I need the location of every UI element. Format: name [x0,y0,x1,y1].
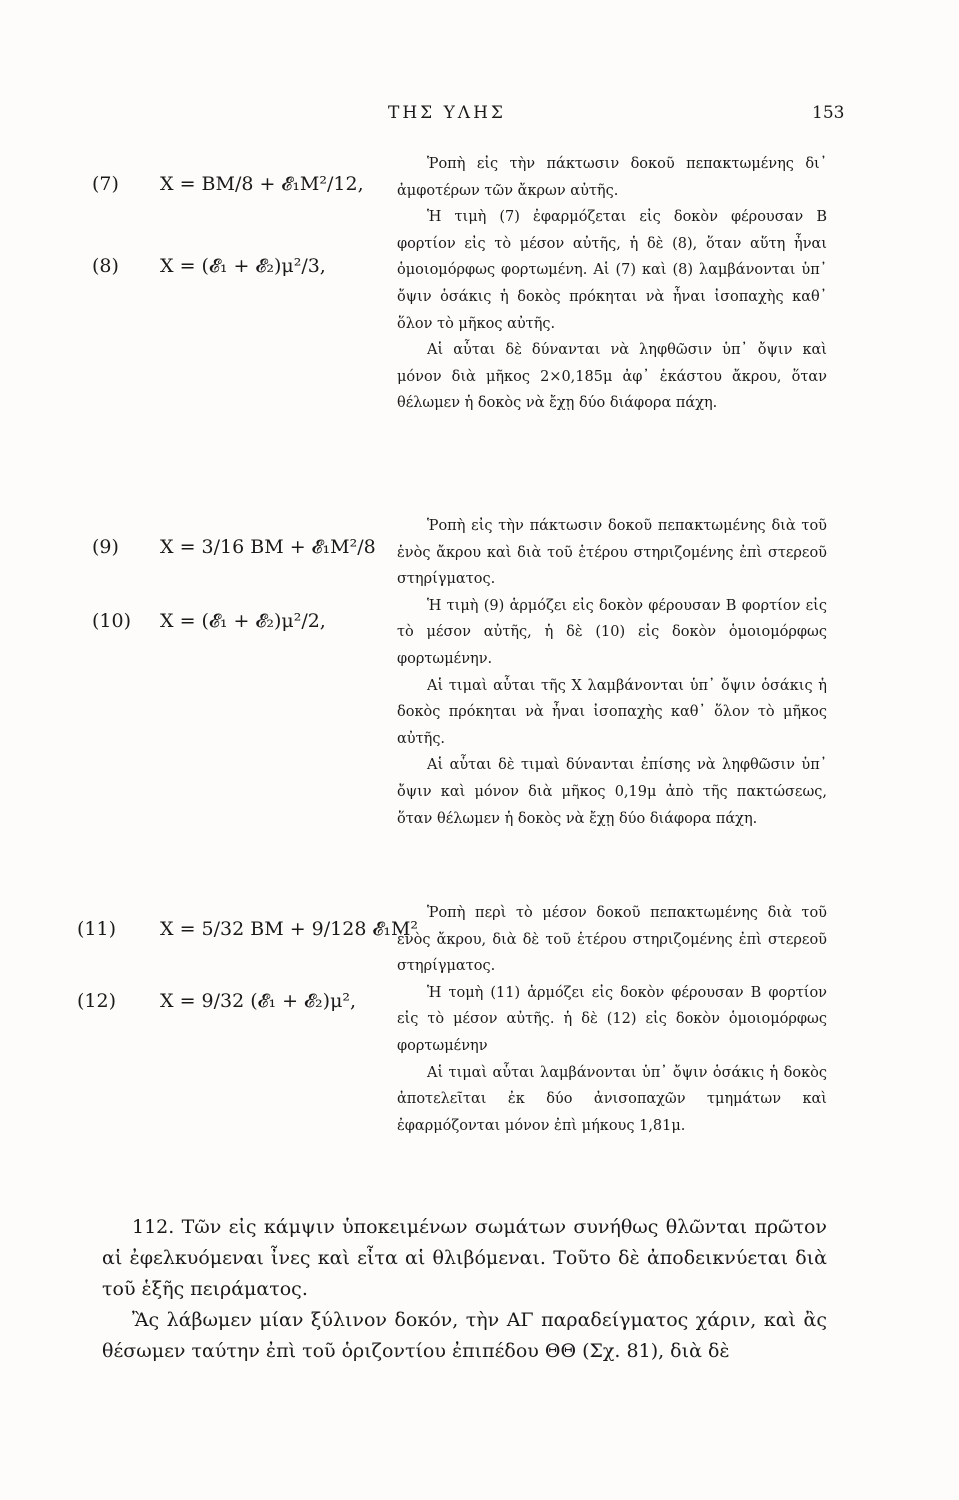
paragraph: Ῥοπὴ περὶ τὸ μέσον δοκοῦ πεπακτωμένης διὰ τοῦ ἑνὸς ἄκρου, διὰ δὲ τοῦ ἑτέρου στηριζομένης ἐπὶ στερεοῦ στηρίγματος. [397,905,827,975]
section-112-paragraph: 112. Τῶν εἰς κάμψιν ὑποκειμένων σωμάτων συνήθως θλῶνται πρῶτον αἱ ἐφελκυόμεναι ἶνες καὶ εἶτα αἱ θλιβόμεναι. Τοῦτο δὲ ἀποδεικνύεται διὰ τοῦ ἑξῆς πειράματος. [102,1216,827,1300]
equation-number: (9) [92,536,119,558]
paragraph: Αἱ τιμαὶ αὗται τῆς Χ λαμβάνονται ὑπ᾽ ὄψιν ὁσάκις ἡ δοκὸς πρόκηται νὰ ἦναι ἰσοπαχὴς καθ᾽ ὅλον τὸ μῆκος αὐτῆς. [397,677,827,747]
equation-number: (10) [92,610,132,632]
equation-expression: X = (𝓔₁ + 𝓔₂)μ²/2, [160,610,326,632]
paragraph: Αἱ αὗται δὲ δύνανται νὰ ληφθῶσιν ὑπ᾽ ὄψιν καὶ μόνον διὰ μῆκος 2×0,185μ ἀφ᾽ ἑκάστου ἄκρου, ὅταν θέλωμεν ἡ δοκὸς νὰ ἔχῃ δύο διάφορα πάχη. [397,342,827,412]
equation-expression: X = 3/16 BM + 𝓔₁M²/8 [160,536,376,558]
text-block-9-10 [397,513,827,832]
page-number: 153 [812,103,845,123]
paragraph: Ἂς λάβωμεν μίαν ξύλινον δοκόν, τὴν ΑΓ παραδείγματος χάριν, καὶ ἂς θέσωμεν ταύτην ἐπὶ τοῦ ὁριζοντίου ἐπιπέδου ΘΘ (Σχ. 81), διὰ δὲ [102,1309,827,1362]
main-text [102,1212,827,1367]
equation-expression: X = BM/8 + 𝓔₁M²/12, [160,173,364,195]
paragraph: Ῥοπὴ εἰς τὴν πάκτωσιν δοκοῦ πεπακτωμένης διὰ τοῦ ἑνὸς ἄκρου καὶ διὰ τοῦ ἑτέρου στηριζομένης ἐπὶ στερεοῦ στηρίγματος. [397,518,827,588]
equation-expression: X = (𝓔₁ + 𝓔₂)μ²/3, [160,255,326,277]
paragraph: Ἡ τιμὴ (7) ἐφαρμόζεται εἰς δοκὸν φέρουσαν Β φορτίον εἰς τὸ μέσον αὐτῆς, ἡ δὲ (8), ὅταν αὕτη ἦναι ὁμοιομόρφως φορτωμένη. Αἱ (7) καὶ (8) λαμβάνονται ὑπ᾽ ὄψιν ὁσάκις ἡ δοκὸς πρόκηται νὰ ἦναι ἰσοπαχὴς καθ᾽ ὅλον τὸ μῆκος αὐτῆς. [397,209,827,332]
paragraph: Ἡ τομὴ (11) ἁρμόζει εἰς δοκὸν φέρουσαν Β φορτίον εἰς τὸ μέσον αὐτῆς. ἡ δὲ (12) εἰς δοκὸν ὁμοιομόρφως φορτωμένην [397,984,827,1054]
paragraph: Ἡ τιμὴ (9) ἁρμόζει εἰς δοκὸν φέρουσαν Β φορτίον εἰς τὸ μέσον αὐτῆς, ἡ δὲ (10) εἰς δοκὸν ὁμοιομόρφως φορτωμένην. [397,597,827,667]
equation-number: (12) [77,990,117,1012]
page-header [0,103,959,133]
paragraph: Αἱ αὗται δὲ τιμαὶ δύνανται ἐπίσης νὰ ληφθῶσιν ὑπ᾽ ὄψιν καὶ μόνον διὰ μῆκος 0,19μ ἀπὸ τῆς πακτώσεως, ὅταν θέλωμεν ἡ δοκὸς νὰ ἔχῃ δύο διάφορα πάχη. [397,757,827,827]
paragraph: Αἱ τιμαὶ αὗται λαμβάνονται ὑπ᾽ ὄψιν ὁσάκις ἡ δοκὸς ἀποτελεῖται ἐκ δύο ἀνισοπαχῶν τμημάτων καὶ ἐφαρμόζονται μόνον ἐπὶ μήκους 1,81μ. [397,1064,827,1134]
equation-number: (7) [92,173,119,195]
text-block-11-12 [397,900,827,1139]
paragraph: Ῥοπὴ εἰς τὴν πάκτωσιν δοκοῦ πεπακτωμένης δι᾽ ἀμφοτέρων τῶν ἄκρων αὐτῆς. [397,156,827,199]
equation-expression: X = 5/32 BM + 9/128 𝓔₁M² [160,918,419,940]
equation-expression: X = 9/32 (𝓔₁ + 𝓔₂)μ², [160,990,357,1012]
text-block-7-8 [397,151,827,417]
equation-number: (8) [92,255,119,277]
running-title: ΤΗΣ ΥΛΗΣ [388,103,506,123]
equation-number: (11) [77,918,117,940]
